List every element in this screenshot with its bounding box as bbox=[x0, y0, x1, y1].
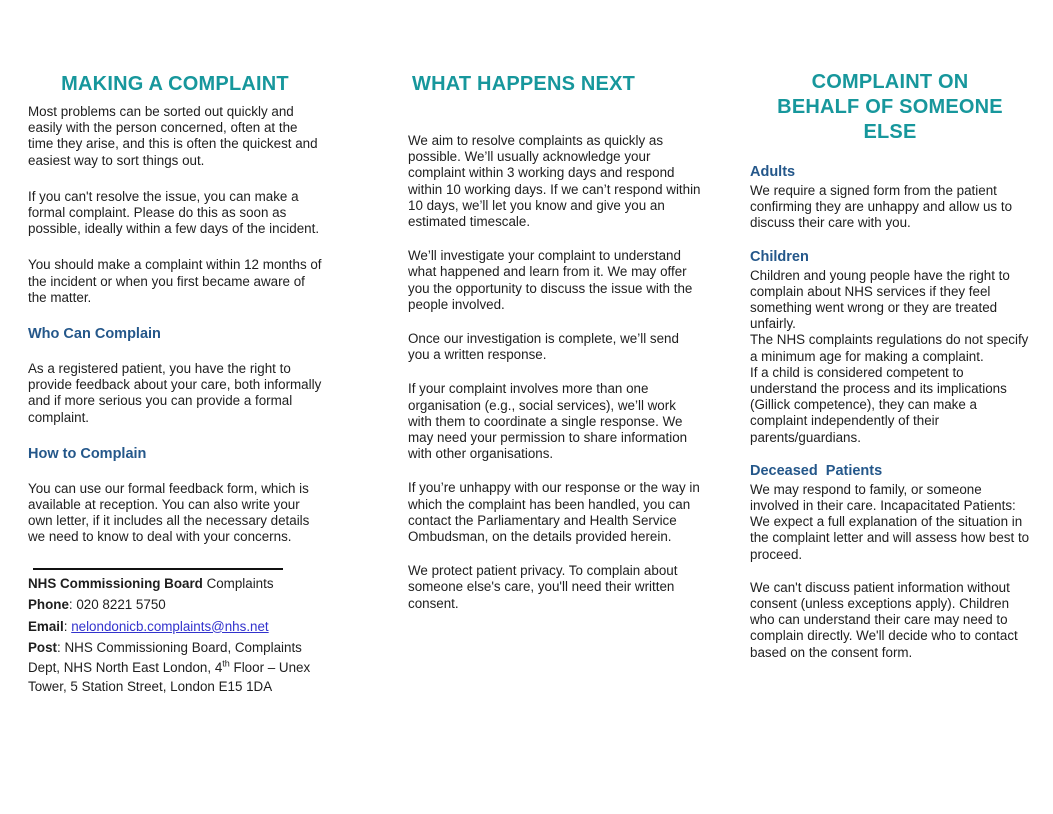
next-paragraph-1: We aim to resolve complaints as quickly as possible. We’ll usually acknowledge your complaint within 3 working days and respond within 10 working days. If we can’t respond within 10 days, we’ll let you know and give you an estimated timescale. bbox=[408, 133, 701, 230]
panel1-title: MAKING A COMPLAINT bbox=[61, 73, 289, 95]
making-paragraph-2: If you can't resolve the issue, you can make a formal complaint. Please do this as soon as possible, ideally within a few days of the incident. bbox=[28, 188, 320, 237]
consent-text: We can't discuss patient information without consent (unless exceptions apply). Children who can understand their care may need to complain directly. We'll decide who to contact based on the consent form. bbox=[750, 579, 1018, 660]
next-paragraph-3: Once our investigation is complete, we’ll send you a written response. bbox=[408, 331, 679, 363]
subheading-how-to-complain: How to Complain bbox=[28, 445, 147, 462]
children-text-1: Children and young people have the right to complain about NHS services if they feel something went wrong or they are treated unfairly. bbox=[750, 267, 1010, 332]
email-label: Email bbox=[28, 618, 64, 634]
phone-label: Phone bbox=[28, 597, 69, 613]
subheading-who-can-complain: Who Can Complain bbox=[28, 326, 161, 343]
email-separator: : bbox=[63, 618, 72, 634]
panel-complaint-on-behalf bbox=[750, 0, 1030, 661]
panel2-title: WHAT HAPPENS NEXT bbox=[412, 73, 636, 95]
subheading-adults: Adults bbox=[750, 164, 796, 180]
subheading-deceased-patients: Deceased Patients bbox=[750, 462, 883, 479]
post-ordinal-superscript: th bbox=[222, 658, 230, 669]
next-paragraph-5: If you’re unhappy with our response or the way in which the complaint has been handled, you can contact the Parliamentary and Health Service Ombudsman, on the details provided herein. bbox=[408, 480, 700, 545]
divider-line bbox=[33, 568, 283, 570]
next-paragraph-4: If your complaint involves more than one organisation (e.g., social services), we’ll work with them to coordinate a single response. We may need your permission to share information with other organisations. bbox=[408, 381, 688, 462]
contact-email-line bbox=[28, 617, 322, 637]
panel-making-a-complaint bbox=[28, 0, 322, 699]
post-address-part2: Floor – Unex Tower, 5 Station Street, London E15 1DA bbox=[28, 659, 311, 695]
contact-org-line bbox=[28, 574, 322, 594]
subheading-children: Children bbox=[750, 248, 809, 265]
children-text-3: If a child is considered competent to understand the process and its implications (Gillick competence), they can make a complaint independently of their parents/guardians. bbox=[750, 364, 1007, 445]
making-paragraph-1: Most problems can be sorted out quickly and easily with the person concerned, often at the time they arise, and this is often the quickest and easiest way to sort things out. bbox=[28, 104, 318, 168]
contact-phone-line bbox=[28, 595, 322, 615]
post-address-part1: : NHS Commissioning Board, Complaints Dept, NHS North East London, 4 bbox=[28, 640, 302, 675]
panel3-title: COMPLAINT ON BEHALF OF SOMEONE ELSE bbox=[777, 71, 1003, 143]
phone-value: : 020 8221 5750 bbox=[68, 597, 166, 613]
post-label: Post bbox=[28, 640, 58, 656]
deceased-patients-text: We may respond to family, or someone involved in their care. Incapacitated Patients: We expect a full explanation of the situation in the complaint letter and will assess how best to proceed. bbox=[750, 481, 1030, 562]
panel-what-happens-next bbox=[408, 0, 702, 630]
org-name-bold: NHS Commissioning Board bbox=[28, 575, 203, 591]
children-text-2: The NHS complaints regulations do not specify a minimum age for making a complaint. bbox=[750, 332, 1029, 364]
how-to-complain-text: You can use our formal feedback form, which is available at reception. You can also write your own letter, if it includes all the necessary details we need to know to deal with your concerns. bbox=[28, 480, 310, 545]
adults-text: We require a signed form from the patient confirming they are unhappy and allow us to discuss their care with you. bbox=[750, 183, 1013, 231]
next-paragraph-2: We’ll investigate your complaint to understand what happened and learn from it. We may offer you the opportunity to discuss the issue with the people involved. bbox=[408, 248, 693, 312]
making-paragraph-3: You should make a complaint within 12 months of the incident or when you first became aware of the matter. bbox=[28, 257, 322, 305]
email-link[interactable]: nelondonicb.complaints@nhs.net bbox=[71, 618, 269, 634]
contact-post-line bbox=[28, 638, 322, 697]
who-can-complain-text: As a registered patient, you have the right to provide feedback about your care, both informally and if more serious you can provide a formal complaint. bbox=[28, 361, 322, 425]
org-name-rest: Complaints bbox=[202, 575, 274, 591]
contact-block bbox=[28, 574, 322, 697]
next-paragraph-6: We protect patient privacy. To complain about someone else's care, you'll need their written consent. bbox=[408, 563, 678, 611]
